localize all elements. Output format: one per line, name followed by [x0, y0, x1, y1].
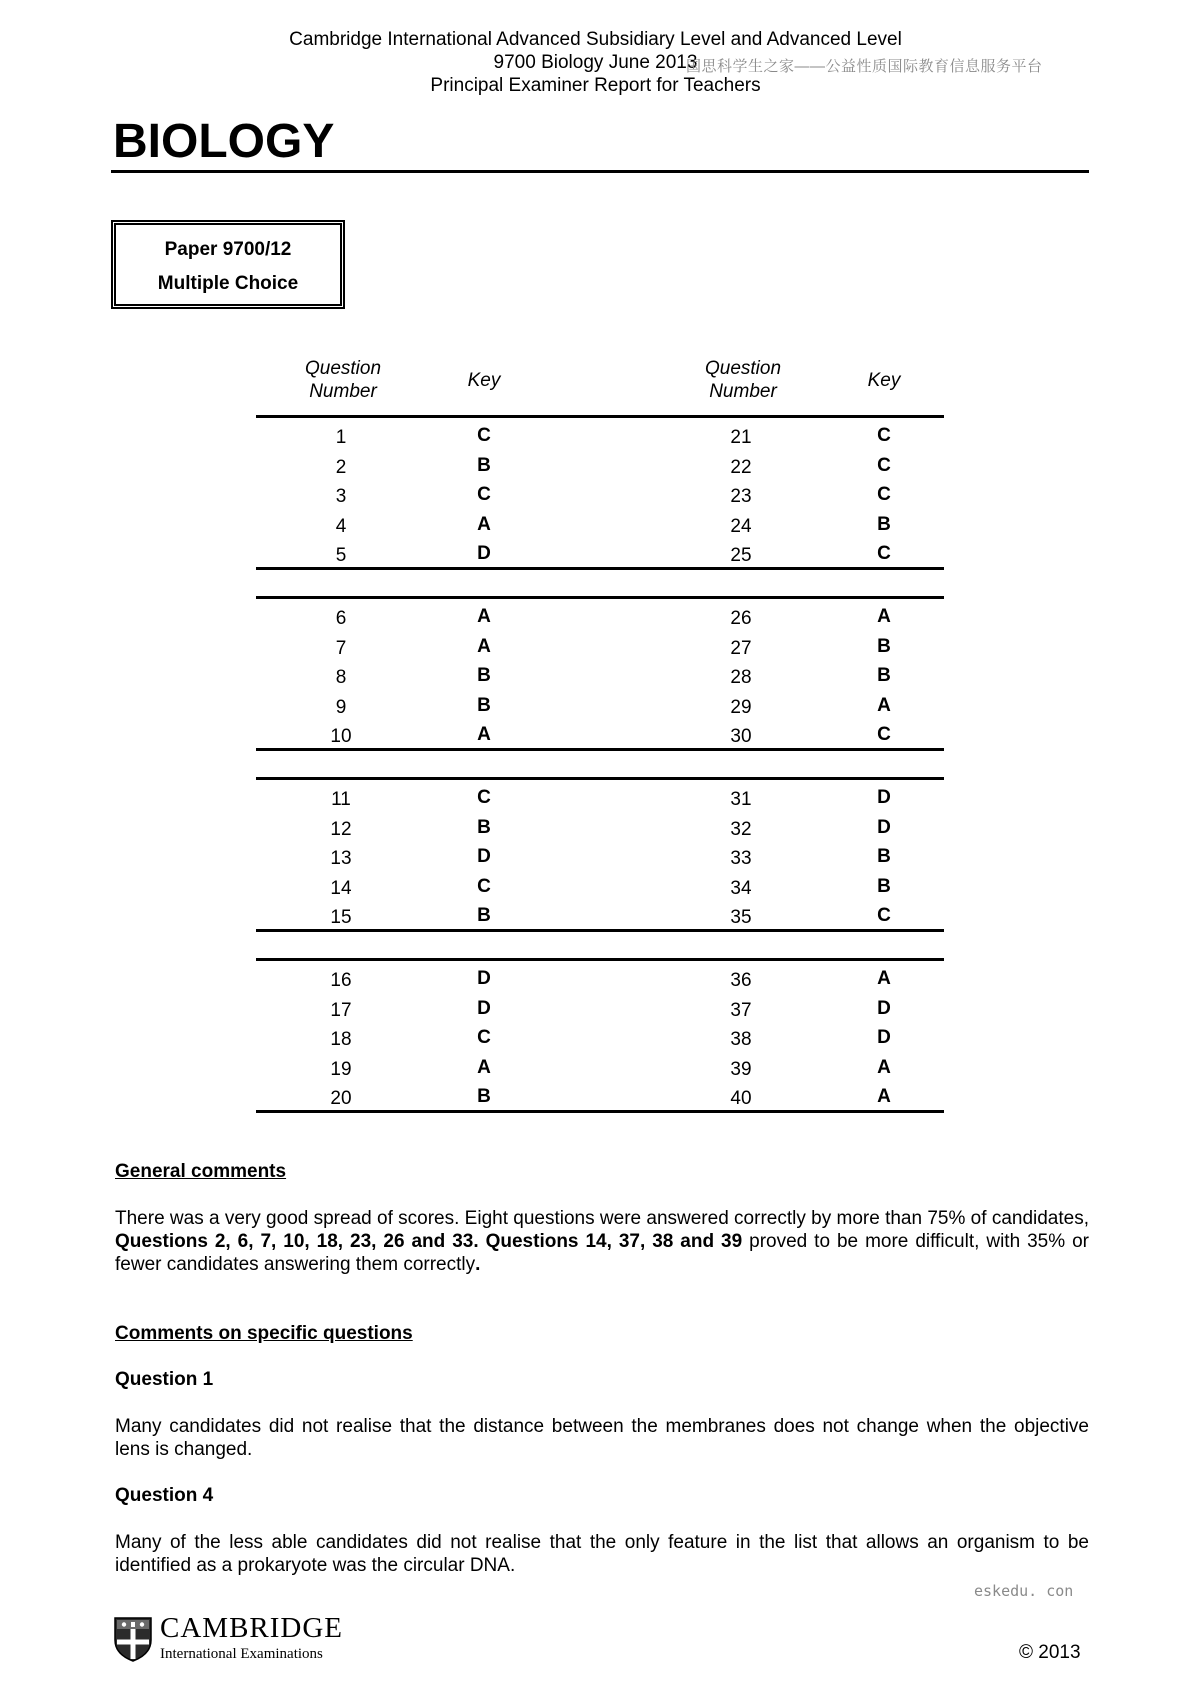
- question-number-left: 11: [331, 789, 351, 810]
- answer-key-left: B: [477, 905, 491, 926]
- question-number-left: 10: [330, 726, 352, 747]
- question-number-right: 27: [730, 637, 752, 659]
- question-number-left: 14: [330, 877, 352, 899]
- answer-key-left: B: [477, 816, 491, 838]
- question-number-right: 39: [730, 1058, 752, 1080]
- paper-code: Paper 9700/12: [164, 239, 292, 260]
- answer-key-right: B: [877, 665, 891, 686]
- answer-key-left: B: [477, 694, 491, 716]
- question-number-right: 30: [730, 726, 752, 747]
- answer-key-left: C: [477, 875, 491, 897]
- general-comments-questions-bold: Questions 2, 6, 7, 10, 18, 23, 26 and 33. Questions 14, 37, 38 and 39: [115, 1231, 743, 1252]
- question-number-left: 1: [335, 427, 347, 448]
- question-number-left: 17: [330, 999, 352, 1021]
- question-number-right: 28: [730, 667, 752, 688]
- question-number-right: 31: [730, 789, 752, 810]
- question-number-right: 24: [730, 515, 752, 537]
- specific-comments-heading: Comments on specific questions: [115, 1323, 413, 1344]
- report-header-line-3: Principal Examiner Report for Teachers: [430, 75, 761, 96]
- answer-key-right: A: [877, 1056, 891, 1078]
- question-number-left: 20: [330, 1088, 352, 1109]
- question-4-heading: Question 4: [115, 1485, 214, 1506]
- question-number-right: 35: [730, 907, 752, 928]
- copyright-notice: © 2013: [1019, 1642, 1081, 1663]
- cambridge-logo-subtitle: International Examinations: [160, 1646, 323, 1662]
- question-number-right: 23: [730, 486, 752, 507]
- answer-key-right: A: [877, 968, 891, 989]
- header-number-label: Number: [309, 381, 377, 402]
- answer-key-left: D: [477, 997, 491, 1019]
- question-number-left: 6: [335, 608, 347, 629]
- question-number-left: 4: [335, 515, 347, 537]
- header-key-left: Key: [467, 370, 501, 391]
- report-header-line-2: 9700 Biology June 2013: [493, 52, 698, 73]
- question-number-left: 5: [335, 545, 347, 566]
- table-group-top-rule: [256, 415, 944, 418]
- answer-key-right: B: [877, 513, 891, 535]
- answer-key-left: C: [477, 787, 491, 808]
- question-number-right: 21: [730, 427, 752, 448]
- question-number-left: 2: [335, 456, 347, 478]
- answer-key-left: A: [477, 724, 491, 745]
- general-comments-text-2: proved to be more difficult, with 35% or fewer candidates answering them correctly: [115, 1231, 1089, 1275]
- site-watermark: eskedu. con: [974, 1582, 1074, 1600]
- question-number-left: 3: [335, 486, 347, 507]
- answer-key-right: C: [877, 484, 891, 505]
- cambridge-logo-name: CAMBRIDGE: [160, 1612, 344, 1644]
- question-1-heading: Question 1: [115, 1369, 214, 1390]
- answer-key-left: A: [477, 513, 491, 535]
- table-group-bottom-rule: [256, 567, 944, 570]
- question-number-right: 29: [730, 696, 752, 718]
- question-number-right: 32: [730, 818, 752, 840]
- answer-key-left: C: [477, 484, 491, 505]
- answer-key-left: A: [477, 635, 491, 657]
- header-key-right: Key: [867, 370, 901, 391]
- question-number-left: 9: [335, 696, 347, 718]
- table-group-top-rule: [256, 777, 944, 780]
- answer-key-right: D: [877, 816, 891, 838]
- question-number-right: 33: [730, 848, 752, 869]
- question-number-left: 19: [330, 1058, 352, 1080]
- table-group-bottom-rule: [256, 1110, 944, 1113]
- answer-key-left: B: [477, 1086, 491, 1107]
- question-number-left: 18: [330, 1029, 352, 1050]
- header-question-number-right: [683, 357, 803, 403]
- general-comments-period: .: [475, 1254, 481, 1275]
- question-number-right: 25: [730, 545, 752, 566]
- answer-key-left: C: [477, 425, 491, 446]
- watermark-text: 国思科学生之家——公益性质国际教育信息服务平台: [686, 58, 1043, 75]
- answer-key-right: D: [877, 997, 891, 1019]
- answer-key-left: A: [477, 606, 491, 627]
- answer-key-left: B: [477, 454, 491, 476]
- answer-key-left: D: [477, 846, 491, 867]
- table-group-top-rule: [256, 596, 944, 599]
- header-question-label: Question: [304, 358, 382, 379]
- table-group-bottom-rule: [256, 929, 944, 932]
- question-4-comment: Many of the less able candidates did not realise that the only feature in the list that allows an organism to be identified as a prokaryote was the circular DNA.: [115, 1532, 1089, 1576]
- answer-key-right: C: [877, 543, 891, 564]
- question-number-left: 7: [335, 637, 347, 659]
- question-number-right: 38: [730, 1029, 752, 1050]
- general-comments-paragraph: [115, 1207, 1089, 1276]
- answer-key-right: C: [877, 905, 891, 926]
- answer-key-right: C: [877, 454, 891, 476]
- question-number-left: 16: [330, 970, 352, 991]
- answer-key-right: B: [877, 875, 891, 897]
- question-1-comment: Many candidates did not realise that the distance between the membranes does not change when the objective lens is changed.: [115, 1416, 1089, 1460]
- question-number-right: 34: [730, 877, 752, 899]
- subject-title: BIOLOGY: [113, 115, 335, 168]
- answer-key-right: C: [877, 425, 891, 446]
- answer-key-left: A: [477, 1056, 491, 1078]
- general-comments-text-1: There was a very good spread of scores. Eight questions were answered correctly by more than 75% of candidates,: [115, 1208, 1089, 1229]
- paper-type: Multiple Choice: [157, 273, 299, 294]
- answer-key-left: C: [477, 1027, 491, 1048]
- answer-key-right: B: [877, 635, 891, 657]
- question-number-right: 22: [730, 456, 752, 478]
- question-number-right: 36: [730, 970, 752, 991]
- header-question-label: Question: [704, 358, 782, 379]
- answer-key-right: D: [877, 787, 891, 808]
- question-number-left: 12: [330, 818, 352, 840]
- answer-key-right: B: [877, 846, 891, 867]
- answer-key-right: A: [877, 694, 891, 716]
- header-number-label: Number: [709, 381, 777, 402]
- answer-key-right: A: [877, 606, 891, 627]
- table-group-top-rule: [256, 958, 944, 961]
- question-number-right: 37: [730, 999, 752, 1021]
- answer-key-left: D: [477, 968, 491, 989]
- general-comments-heading: General comments: [115, 1161, 287, 1182]
- question-number-left: 15: [330, 907, 352, 928]
- answer-key-left: B: [477, 665, 491, 686]
- question-number-right: 40: [730, 1088, 752, 1109]
- question-number-left: 13: [330, 848, 352, 869]
- report-header-line-1: Cambridge International Advanced Subsidiary Level and Advanced Level: [289, 29, 902, 50]
- table-group-bottom-rule: [256, 748, 944, 751]
- answer-key-left: D: [477, 543, 491, 564]
- question-number-right: 26: [730, 608, 752, 629]
- answer-key-right: C: [877, 724, 891, 745]
- answer-key-right: A: [877, 1086, 891, 1107]
- cambridge-crest-icon: [113, 1616, 153, 1662]
- answer-key-right: D: [877, 1027, 891, 1048]
- question-number-left: 8: [335, 667, 347, 688]
- header-question-number-left: [283, 357, 403, 403]
